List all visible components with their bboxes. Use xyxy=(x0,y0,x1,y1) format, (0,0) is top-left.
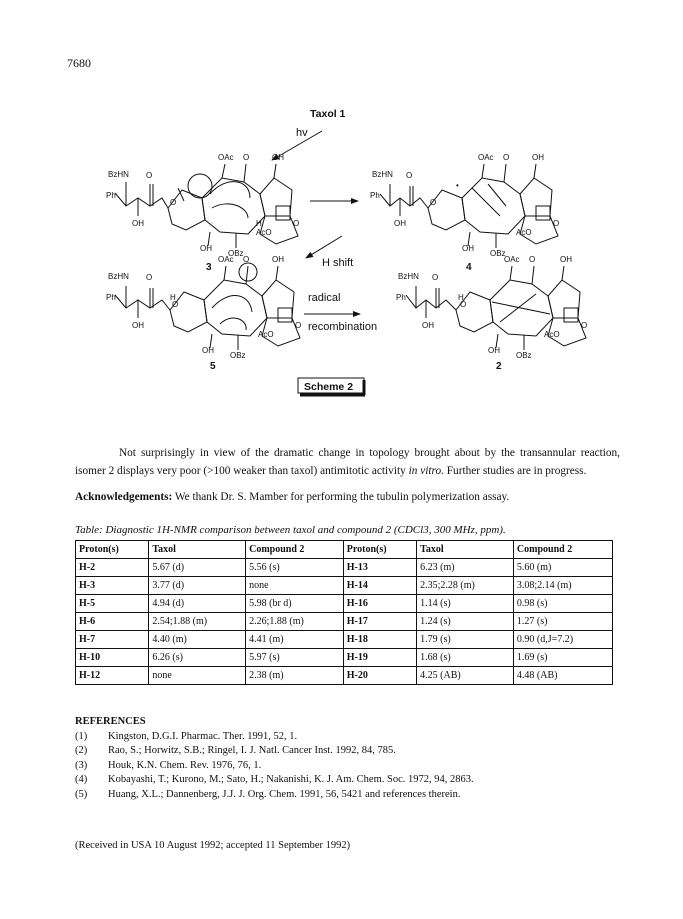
svg-text:OH: OH xyxy=(488,346,500,355)
svg-text:OH: OH xyxy=(462,244,474,253)
compound-5-labels xyxy=(106,255,301,372)
scheme-label-box xyxy=(298,378,365,395)
scheme-label: Scheme 2 xyxy=(304,381,354,393)
recombination-label: recombination xyxy=(308,321,378,333)
svg-text:OH: OH xyxy=(202,346,214,355)
svg-text:O: O xyxy=(553,219,560,228)
svg-text:OAc: OAc xyxy=(218,153,234,162)
svg-text:OBz: OBz xyxy=(230,351,246,360)
compound-4-number: 4 xyxy=(466,262,472,273)
hv-label: hv xyxy=(296,127,308,139)
scheme-top-title: Taxol 1 xyxy=(310,108,346,120)
svg-text:OH: OH xyxy=(132,219,144,228)
compound-3-number: 3 xyxy=(206,262,212,273)
svg-text:BzHN: BzHN xyxy=(372,170,393,179)
body-paragraph: Not surprisingly in view of the dramatic change in topology brought about by the transannular reaction, isomer 2 displays very poor (>100 weaker than taxol) antimitotic activity in vitro. Further studies are in progress. xyxy=(75,447,620,477)
svg-text:BzHN: BzHN xyxy=(108,272,129,281)
references-heading: REFERENCES xyxy=(75,716,146,727)
svg-text:OBz: OBz xyxy=(228,249,244,258)
table-row: H-6 2.54;1.88 (m) 2.26;1.88 (m) H-17 1.24 (s) 1.27 (s) xyxy=(76,613,613,631)
nmr-comparison-table xyxy=(75,540,613,685)
reference-item: (1) Kingston, D.G.I. Pharmac. Ther. 1991, 52, 1. xyxy=(75,730,298,742)
table-header-row: Proton(s) Taxol Compound 2 Proton(s) Taxol Compound 2 xyxy=(76,541,613,559)
svg-text:OBz: OBz xyxy=(516,351,532,360)
svg-text:O: O xyxy=(460,300,467,309)
svg-text:O: O xyxy=(581,321,588,330)
acknowledgements: Acknowledgements: We thank Dr. S. Mamber for performing the tubulin polymerization assay. xyxy=(75,491,510,503)
svg-text:OAc: OAc xyxy=(504,255,520,264)
svg-text:H: H xyxy=(256,219,262,228)
table-row: H-10 6.26 (s) 5.97 (s) H-19 1.68 (s) 1.69 (s) xyxy=(76,649,613,667)
svg-text:O: O xyxy=(170,198,177,207)
svg-text:O: O xyxy=(146,171,153,180)
table-row: H-5 4.94 (d) 5.98 (br d) H-16 1.14 (s) 0.98 (s) xyxy=(76,595,613,613)
svg-text:O: O xyxy=(295,321,302,330)
table-caption: Table: Diagnostic 1H-NMR comparison between taxol and compound 2 (CDCl3, 300 MHz, ppm). xyxy=(75,524,506,536)
svg-text:AcO: AcO xyxy=(258,330,274,339)
svg-text:O: O xyxy=(406,171,413,180)
svg-text:O: O xyxy=(430,198,437,207)
svg-text:Ph: Ph xyxy=(370,191,380,200)
svg-text:OAc: OAc xyxy=(478,153,494,162)
svg-text:OH: OH xyxy=(272,153,284,162)
reference-item: (2) Rao, S.; Horwitz, S.B.; Ringel, I. J. Natl. Cancer Inst. 1992, 84, 785. xyxy=(75,745,396,756)
svg-text:H: H xyxy=(458,293,464,302)
reference-item: (4) Kobayashi, T.; Kurono, M.; Sato, H.; Nakanishi, K. J. Am. Chem. Soc. 1972, 94, 2863. xyxy=(75,774,474,785)
svg-text:O: O xyxy=(503,153,510,162)
table-row: H-3 3.77 (d) none H-14 2.35;2.28 (m) 3.08;2.14 (m) xyxy=(76,577,613,595)
svg-text:Ph: Ph xyxy=(106,293,116,302)
svg-text:BzHN: BzHN xyxy=(398,272,419,281)
svg-text:BzHN: BzHN xyxy=(108,170,129,179)
svg-text:O: O xyxy=(172,300,179,309)
svg-text:OBz: OBz xyxy=(490,249,506,258)
svg-text:AcO: AcO xyxy=(544,330,560,339)
svg-text:OH: OH xyxy=(560,255,572,264)
reaction-scheme xyxy=(60,98,620,398)
svg-text:OH: OH xyxy=(532,153,544,162)
svg-text:O: O xyxy=(243,153,250,162)
svg-text:O: O xyxy=(293,219,300,228)
svg-text:O: O xyxy=(529,255,536,264)
svg-text:•: • xyxy=(456,181,459,190)
svg-text:OH: OH xyxy=(422,321,434,330)
table-row: H-12 none 2.38 (m) H-20 4.25 (AB) 4.48 (AB) xyxy=(76,667,613,685)
compound-3-labels xyxy=(106,153,299,273)
page-number: 7680 xyxy=(67,56,91,70)
svg-text:O: O xyxy=(243,255,250,264)
compound-2-number: 2 xyxy=(496,361,502,372)
reference-item: (5) Huang, X.L.; Dannenberg, J.J. J. Org. Chem. 1991, 56, 5421 and references therein. xyxy=(75,788,461,800)
received-date: (Received in USA 10 August 1992; accepted 11 September 1992) xyxy=(75,840,351,851)
svg-text:OH: OH xyxy=(200,244,212,253)
svg-text:O: O xyxy=(146,273,153,282)
svg-text:H: H xyxy=(170,293,176,302)
table-row: H-7 4.40 (m) 4.41 (m) H-18 1.79 (s) 0.90 (d,J=7.2) xyxy=(76,631,613,649)
svg-text:OH: OH xyxy=(394,219,406,228)
svg-text:Ph: Ph xyxy=(396,293,406,302)
compound-5-number: 5 xyxy=(210,361,216,372)
svg-text:AcO: AcO xyxy=(256,228,272,237)
svg-text:O: O xyxy=(432,273,439,282)
svg-text:AcO: AcO xyxy=(516,228,532,237)
svg-text:OH: OH xyxy=(272,255,284,264)
table-row: H-2 5.67 (d) 5.56 (s) H-13 6.23 (m) 5.60 (m) xyxy=(76,559,613,577)
svg-text:OH: OH xyxy=(132,321,144,330)
radical-label: radical xyxy=(308,292,341,304)
svg-text:Ph: Ph xyxy=(106,191,116,200)
h-shift-arrow xyxy=(306,236,342,258)
references xyxy=(75,715,474,802)
svg-text:OAc: OAc xyxy=(218,255,234,264)
reference-item: (3) Houk, K.N. Chem. Rev. 1976, 76, 1. xyxy=(75,759,262,771)
h-shift-label: H shift xyxy=(322,257,354,269)
